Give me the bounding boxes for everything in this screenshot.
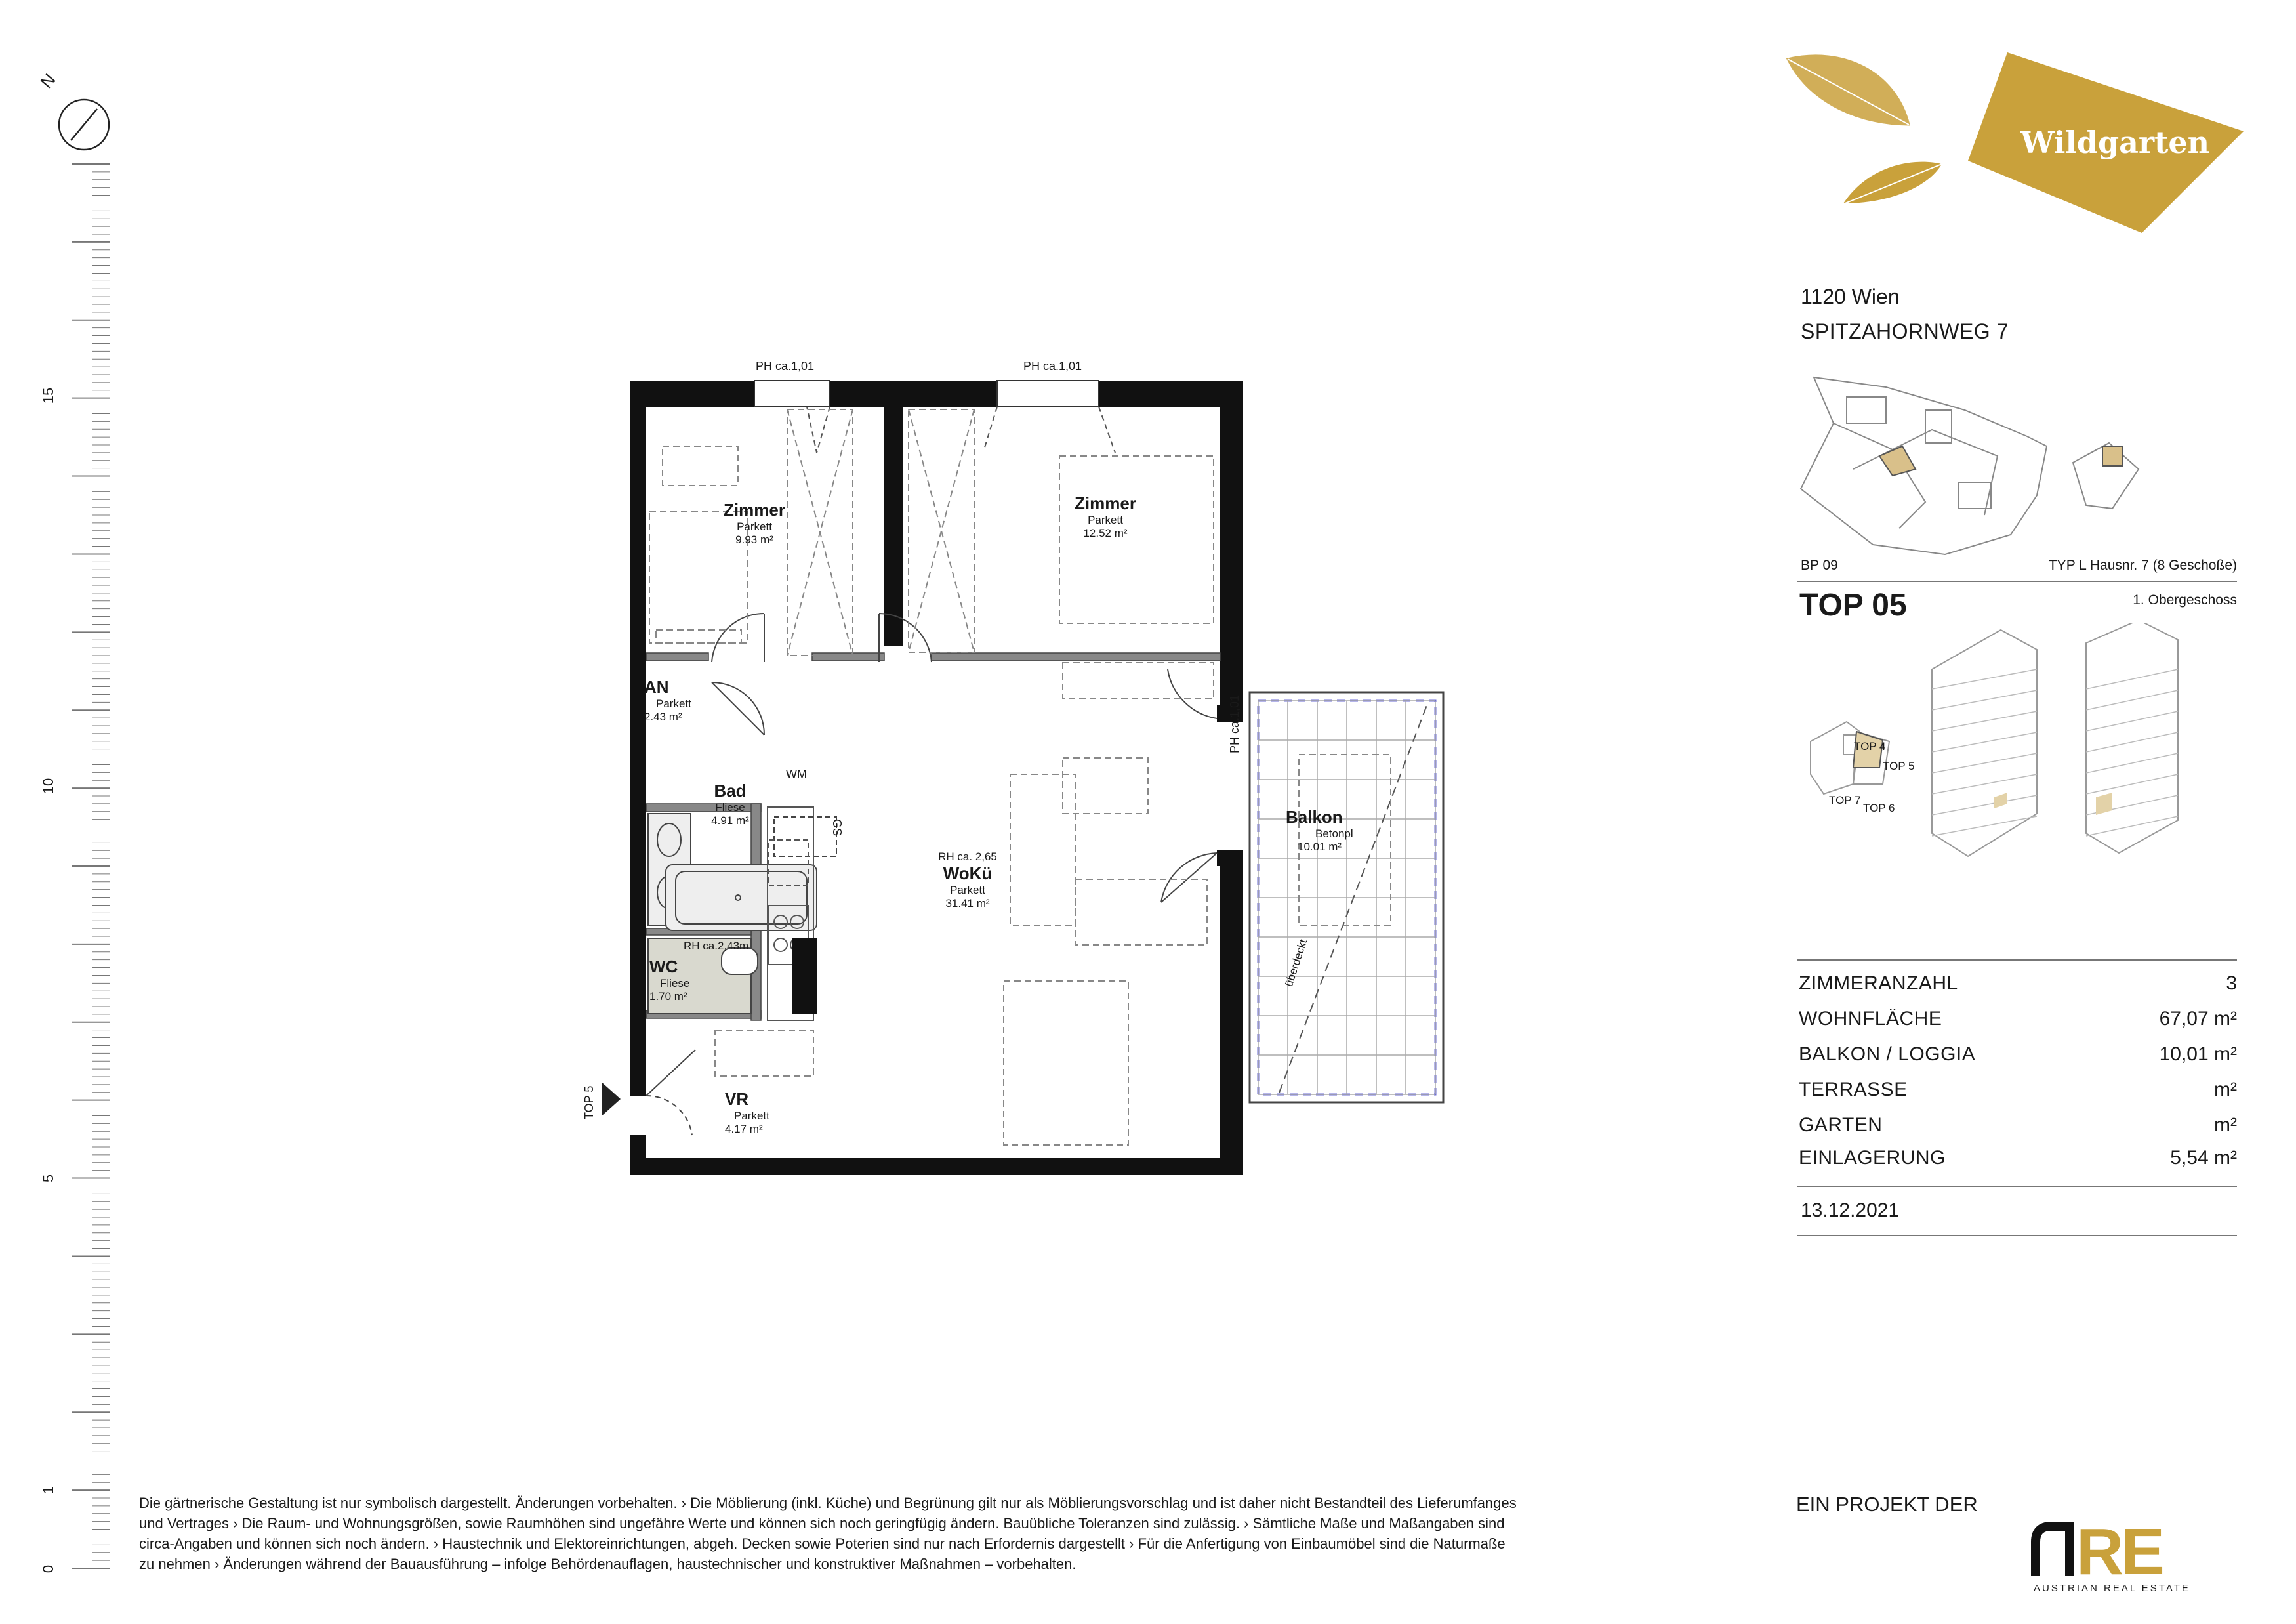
key-top-5: TOP 5 bbox=[1883, 760, 1915, 772]
fact-row bbox=[1799, 1043, 2237, 1079]
building-bp: BP 09 bbox=[1801, 558, 1838, 573]
disclaimer-line: Die gärtnerische Gestaltung ist nur symbolisch dargestellt. Änderungen vorbehalten. › Die Möblierung (inkl. Küche) und Begrünung gilt nur als Möblierungsvorschlag und ist daher nicht Bestandteil des Lieferumfanges bbox=[139, 1495, 1517, 1511]
room-floor: Parkett bbox=[1088, 514, 1123, 526]
divider bbox=[1797, 959, 2237, 961]
developer-mark: RE bbox=[2076, 1515, 2162, 1589]
divider bbox=[1797, 581, 2237, 582]
room-vr bbox=[725, 1089, 784, 1136]
room-area: 9.93 m² bbox=[735, 533, 773, 546]
parapet-label-2: PH ca.1,01 bbox=[1023, 360, 1082, 373]
fact-value: 10,01 m² bbox=[2159, 1043, 2237, 1065]
room-name: WC bbox=[649, 957, 678, 976]
fact-label: EINLAGERUNG bbox=[1799, 1147, 1946, 1169]
room-name: Bad bbox=[714, 781, 747, 801]
disclaimer bbox=[139, 1493, 1740, 1574]
facts-table bbox=[1799, 972, 2237, 1182]
room-bad bbox=[701, 781, 760, 827]
ruler-label-0: 0 bbox=[40, 1564, 57, 1573]
room-floor: Parkett bbox=[737, 520, 772, 533]
parapet-label-1: PH ca.1,01 bbox=[756, 360, 815, 373]
room-area: 2.43 m² bbox=[644, 711, 682, 723]
room-name: Balkon bbox=[1286, 807, 1343, 827]
fact-row bbox=[1799, 1079, 2237, 1114]
leaf-icon bbox=[1788, 56, 1909, 125]
room-zimmer-1 bbox=[715, 500, 794, 547]
room-name: Zimmer bbox=[724, 500, 785, 520]
ruler-label-10: 10 bbox=[40, 778, 57, 795]
fact-label: BALKON / LOGGIA bbox=[1799, 1043, 1976, 1065]
ruler-label-1: 1 bbox=[40, 1486, 57, 1495]
disclaimer-line: zu nehmen › Änderungen während der Bauausführung – infolge Behördenauflagen, haustechnischer und konstruktiver Maßnahmen – vorbehalten. bbox=[139, 1556, 1076, 1572]
room-name: WoKü bbox=[943, 864, 993, 883]
room-height: RH ca. 2,65 bbox=[938, 850, 997, 863]
wc-height: RH ca.2,43m bbox=[684, 940, 749, 952]
room-floor: Betonpl bbox=[1315, 827, 1353, 840]
fact-row bbox=[1799, 1147, 2237, 1182]
key-top-6: TOP 6 bbox=[1863, 802, 1895, 814]
roof-note: überdeckt bbox=[1282, 937, 1310, 988]
developer-name: AUSTRIAN REAL ESTATE bbox=[2034, 1583, 2190, 1594]
key-top-4: TOP 4 bbox=[1854, 740, 1886, 753]
fact-row bbox=[1799, 1114, 2237, 1147]
room-floor: Parkett bbox=[656, 697, 691, 710]
fact-value: 67,07 m² bbox=[2159, 1008, 2237, 1030]
parapet-label-3: PH ca.1,01 bbox=[1228, 694, 1241, 753]
room-area: 10.01 m² bbox=[1298, 841, 1342, 853]
unit-number: TOP 05 bbox=[1799, 588, 1907, 623]
entrance-arrow-icon bbox=[602, 1083, 622, 1115]
room-area: 4.17 m² bbox=[725, 1123, 763, 1135]
room-area: 31.41 m² bbox=[945, 897, 990, 909]
balcony-area bbox=[1250, 692, 1443, 1102]
oak-leaf-icon bbox=[1837, 162, 1942, 207]
room-floor: Parkett bbox=[734, 1110, 769, 1122]
room-floor: Fliese bbox=[660, 977, 690, 989]
plan-date: 13.12.2021 bbox=[1801, 1199, 1900, 1221]
fact-label: WOHNFLÄCHE bbox=[1799, 1008, 1942, 1030]
fact-row bbox=[1799, 1008, 2237, 1043]
key-top-7: TOP 7 bbox=[1829, 794, 1861, 806]
room-floor: Fliese bbox=[715, 801, 745, 814]
fact-value: m² bbox=[2214, 1114, 2237, 1136]
address-city: 1120 Wien bbox=[1801, 285, 1900, 308]
floor-level: 1. Obergeschoss bbox=[2133, 593, 2237, 608]
fact-value: 5,54 m² bbox=[2170, 1147, 2237, 1169]
disclaimer-line: und Vertrages › Die Raum- und Wohnungsgrößen, sowie Raumhöhen sind ungefähre Werte und können sich noch geringfügig ändern. Bauübliche Toleranzen sind zulässig. › Sämtliche Maße und Maßangaben sind bbox=[139, 1515, 1505, 1531]
room-an bbox=[644, 677, 703, 724]
washer-label: WM bbox=[786, 768, 807, 781]
ruler-label-15: 15 bbox=[40, 387, 57, 404]
room-name: AN bbox=[644, 677, 669, 697]
room-area: 4.91 m² bbox=[711, 814, 749, 827]
north-label: N bbox=[36, 70, 60, 93]
site-plan bbox=[1794, 371, 2162, 558]
room-floor: Parkett bbox=[950, 884, 985, 896]
floor-plan bbox=[590, 354, 1456, 1181]
room-name: Zimmer bbox=[1075, 493, 1136, 513]
room-balkon bbox=[1286, 807, 1378, 854]
fact-row bbox=[1799, 972, 2237, 1008]
room-wc bbox=[649, 957, 708, 1003]
fact-label: GARTEN bbox=[1799, 1114, 1883, 1136]
dishwasher-label: GS bbox=[830, 819, 844, 837]
project-of-label: EIN PROJEKT DER bbox=[1796, 1493, 1978, 1516]
room-area: 12.52 m² bbox=[1083, 527, 1128, 539]
ruler-label-5: 5 bbox=[40, 1174, 57, 1183]
room-area: 1.70 m² bbox=[649, 990, 687, 1003]
divider bbox=[1797, 1186, 2237, 1187]
disclaimer-line: circa-Angaben und können sich noch ändern. › Haustechnik und Elektoreinrichtungen, abgeh. Decken sowie Poterien sind nur nach Erfordernis dargestellt › Für die Anfertigung von Einbaumöbel sind die Naturmaße bbox=[139, 1535, 1506, 1552]
scale-ruler bbox=[0, 0, 131, 1624]
room-wokue bbox=[925, 850, 1010, 910]
address-street: SPITZAHORNWEG 7 bbox=[1801, 320, 2009, 343]
fact-label: TERRASSE bbox=[1799, 1079, 1908, 1100]
room-name: VR bbox=[725, 1089, 749, 1109]
fact-value: 3 bbox=[2226, 972, 2237, 994]
room-zimmer-2 bbox=[1063, 493, 1148, 540]
entrance-label: TOP 5 bbox=[583, 1085, 596, 1119]
fact-label: ZIMMERANZAHL bbox=[1799, 972, 1958, 994]
brand-name: Wildgarten bbox=[2020, 125, 2210, 160]
fact-value: m² bbox=[2214, 1079, 2237, 1100]
building-type: TYP L Hausnr. 7 (8 Geschoße) bbox=[2048, 558, 2237, 573]
divider bbox=[1797, 1235, 2237, 1236]
